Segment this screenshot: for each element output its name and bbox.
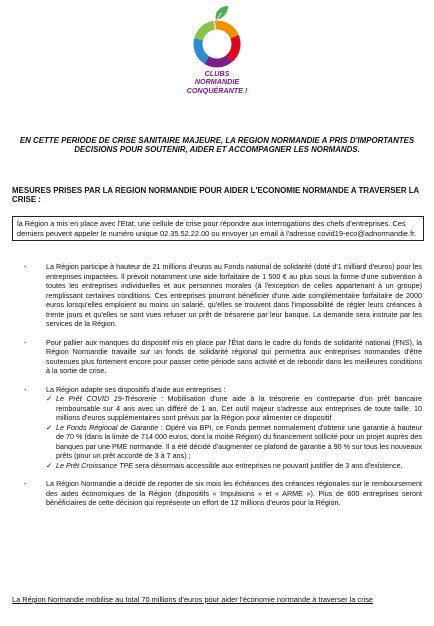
sub-measures-list bbox=[46, 394, 422, 470]
measure-item bbox=[12, 385, 422, 471]
logo-line-conquerante: CONQUÉRANTE ! bbox=[186, 85, 248, 95]
dash-bullet: - bbox=[24, 479, 27, 488]
dash-bullet: - bbox=[24, 262, 27, 271]
sub-measure-item bbox=[46, 394, 422, 423]
dash-bullet: - bbox=[24, 384, 27, 394]
logo-line-normandie: NORMANDIE bbox=[194, 77, 240, 87]
headline: EN CETTE PERIODE DE CRISE SANITAIRE MAJEURE, LA REGION NORMANDIE A PRIS D'IMPORTANTES DECISIONS POUR SOUTENIR, AIDER ET ACCOMPAGNER LES NORMANDS. bbox=[19, 136, 415, 155]
sub-measure-item bbox=[46, 461, 422, 471]
sub-measure-title: Le Prêt Croissance TPE bbox=[56, 460, 134, 470]
sub-measure-title: Le Prêt COVID 19-Trésorerie bbox=[56, 394, 157, 403]
sub-measure-title: Le Fonds Régional de Garantie bbox=[56, 422, 159, 432]
section-title: MESURES PRISES PAR LA REGION NORMANDIE POUR AIDER L'ECONOMIE NORMANDE A TRAVERSER LA CRISE : bbox=[12, 186, 419, 205]
logo-line-clubs: CLUBS bbox=[204, 69, 230, 78]
measure-text: Pour pallier aux manques du dispositif mis en place par l'État dans le cadre du fonds de solidarité national (FNS), la Région Normandie travaille sur un fonds de solidarité régional qui permettra aux entreprises normandes d'être soutenues plus fortement encore pour passer cette période sans activité et de rebondir dans les meilleures conditions à la sortie de crise. bbox=[46, 337, 422, 375]
logo-text bbox=[150, 70, 284, 95]
sub-measure-item bbox=[46, 423, 422, 461]
measure-item bbox=[12, 338, 422, 376]
sub-measure-text: : Opéré via BPI, ce Fonds permet normalement d'obtenir une garantie à hauteur de 70 % (dans la limite de 714 000 euros, dont la moitié Région) du financement sollicité pour un projet auprès des banques par une PME normande. Il a été décidé d'augmenter ce plafond de garantie à 90 % sur tous les nouveaux prêts (pour un prêt accordé de 3 à 7 ans) ; bbox=[56, 422, 422, 460]
check-icon: ✓ bbox=[46, 394, 53, 403]
logo bbox=[0, 0, 434, 110]
check-icon: ✓ bbox=[46, 422, 53, 432]
measure-item bbox=[12, 262, 422, 329]
measures-list bbox=[12, 262, 422, 517]
measure-text: La Région participe à hauteur de 21 millions d'euros au Fonds national de solidarité (doté d'1 milliard d'euros) pour les entreprises impactées. Il prévoit notamment une aide forfaitaire de 1 500 € au plus sous la forme d'une subvention à toutes les entreprises individuelles et aux personnes morales (à l'exception de celles appartenant à un groupe) remplissant certaines conditions. Ces entreprises pourront bénéficier d'une aide complémentaire forfaitaire de 2000 euros lorsqu'elles emploient au moins un salarié, qu'elles se trouvent dans l'impossibilité de régler leurs créances à trente jours et qu'elles se sont vues refuser un prêt de trésorerie par leur banque. La demande sera instruite par les services de la Région. bbox=[46, 262, 422, 328]
sub-measure-text: sera désormais accessible aux entreprises ne pouvant justifier de 3 ans d'existence. bbox=[133, 460, 403, 470]
crisis-cell-box: la Région a mis en place avec l'Etat, une cellule de crise pour répondre aux interrogations des chefs d'entreprises. Ces derniers peuvent appeler le numéro unique 02.35.52.22.00 ou envoyer un email à l'adresse covid19-eco@adnormandie.fr. bbox=[12, 216, 424, 241]
footer-summary: La Région Normandie mobilise au total 70 millions d'euros pour aider l'économie normande à traverser la crise bbox=[12, 595, 374, 604]
measure-text: La Région adapte ses dispositifs d'aide aux entreprises : bbox=[46, 384, 226, 394]
measure-text: La Région Normandie a décidé de reporter de six mois les échéances des créances régionales sur le remboursement des aides économiques de la Région (dispositifs « Impulsions » et « ARME »). Plus de 600 entreprises seront bénéficiaires de cette décision qui représente un effort de 12 millions d'euros pour la Région. bbox=[46, 479, 422, 507]
clubs-normandie-logo-icon bbox=[174, 4, 260, 70]
dash-bullet: - bbox=[24, 337, 27, 347]
check-icon: ✓ bbox=[46, 460, 53, 470]
sub-measure-text: : Mobilisation d'une aide à la trésorerie en contrepartie d'un prêt bancaire remboursable sur 4 ans avec un différé de 1 an. Cet outil majeur s'adresse aux entreprises de toute taille. 10 millions d'euros supplémentaires sont prévus par la Région pour alimenter ce dispositif bbox=[56, 394, 422, 422]
measure-item bbox=[12, 479, 422, 508]
